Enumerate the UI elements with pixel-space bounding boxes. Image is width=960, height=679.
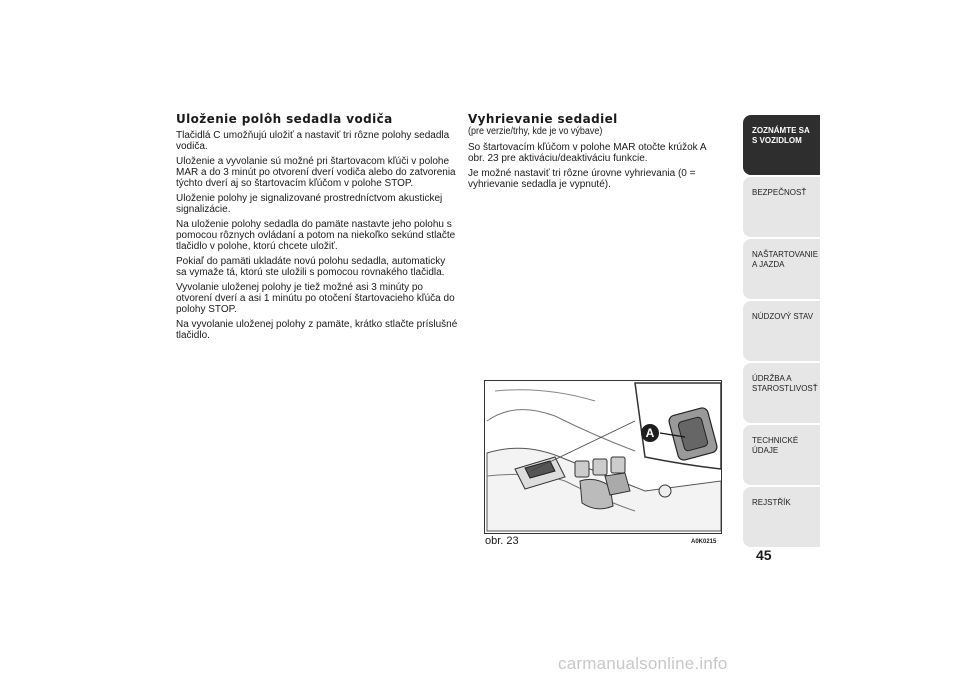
paragraph: Pokiaľ do pamäti ukladáte novú polohu sedadla, automaticky sa vymaže tá, ktorú ste uložili s pomocou rovnakého tlačidla.	[176, 256, 446, 278]
paragraph: Na uloženie polohy sedadla do pamäte nastavte jeho polohu s pomocou rôznych ovládaní a potom na niekoľko sekúnd stlačte tlačidlo v polohe, ktorú chcete uložiť.	[176, 219, 456, 252]
figure-caption: obr. 23	[485, 535, 519, 547]
section-subtitle: (pre verzie/trhy, kde je vo výbave)	[468, 126, 603, 137]
seat-memory-heading: Uloženie polôh sedadla vodiča	[176, 112, 393, 126]
paragraph: Na vyvolanie uloženej polohy z pamäte, krátko stlačte príslušné tlačidlo.	[176, 319, 458, 341]
paragraph: Je možné nastaviť tri rôzne úrovne vyhrievania (0 = vyhrievanie sedadla je vypnuté).	[468, 168, 696, 190]
chapter-tabs	[743, 115, 820, 549]
tab-get-to-know-vehicle[interactable]: ZOZNÁMTE SA S VOZIDLOM	[743, 115, 820, 175]
paragraph: Uloženie polohy je signalizované prostredníctvom akustickej signalizácie.	[176, 193, 443, 215]
paragraph: So štartovacím kľúčom v polohe MAR otočte krúžok A obr. 23 pre aktiváciu/deaktiváciu funkcie.	[468, 142, 707, 164]
callout-marker-a: A	[641, 424, 659, 442]
tab-maintenance[interactable]: ÚDRŽBA A STAROSTLIVOSŤ	[743, 363, 820, 423]
page-number: 45	[756, 547, 772, 563]
tab-safety[interactable]: BEZPEČNOSŤ	[743, 177, 820, 237]
left-column	[176, 112, 458, 345]
paragraph: Uloženie a vyvolanie sú možné pri štartovacom kľúči v polohe MAR a do 3 minút po otvorení dverí vodiča alebo do zatvorenia týchto dverí aj so štartovacím kľúčom v polohe STOP.	[176, 156, 456, 189]
figure-code: A0K0215	[691, 539, 717, 545]
watermark: carmanualsonline.info	[558, 654, 728, 673]
seat-heating-heading: Vyhrievanie sedadiel	[468, 112, 618, 126]
right-column	[468, 112, 723, 194]
seat-heating-figure	[484, 380, 722, 534]
paragraph: Tlačidlá C umožňujú uložiť a nastaviť tri rôzne polohy sedadla vodiča.	[176, 130, 450, 152]
tab-starting-driving[interactable]: NAŠTARTOVANIE A JAZDA	[743, 239, 820, 299]
seat-control-illustration	[485, 381, 721, 533]
tab-emergency[interactable]: NÚDZOVÝ STAV	[743, 301, 820, 361]
paragraph: Vyvolanie uloženej polohy je tiež možné asi 3 minúty po otvorení dverí a asi 1 minútu po otočení štartovacieho kľúča do polohy STOP.	[176, 282, 455, 315]
tab-technical-data[interactable]: TECHNICKÉ ÚDAJE	[743, 425, 820, 485]
tab-index[interactable]: REJSTŘÍK	[743, 487, 820, 547]
